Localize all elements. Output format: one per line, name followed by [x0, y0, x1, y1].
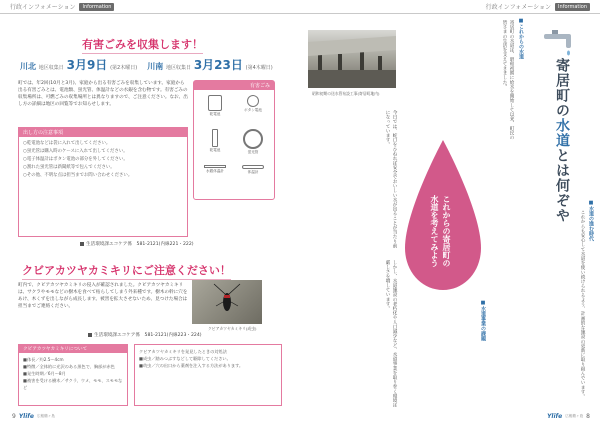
right-page — [300, 0, 600, 424]
header-tag: Information — [79, 3, 114, 11]
beetle-icon — [192, 280, 262, 324]
battery-icon — [212, 129, 218, 147]
collection-dates — [20, 56, 273, 73]
water-tap-icon — [540, 28, 590, 58]
beetle-info-title: クビアカツヤカミキリについて — [19, 345, 127, 353]
column-text: これからも安心して水道を使い続けられるよう、計画的な施設の更新に取り組んでいます。 — [580, 210, 585, 399]
page-header — [0, 0, 300, 14]
brand-logo: Ylife — [547, 413, 563, 420]
illus-item — [198, 129, 232, 153]
page-footer — [12, 413, 55, 420]
drop-line: 水道を考えてみよう — [430, 195, 439, 267]
header-label: 行政インフォメーション — [10, 4, 76, 11]
section-head: ■水道事業の課題 — [480, 300, 486, 341]
illus-item — [236, 165, 270, 175]
notes-line: ○乾電池などは袋に入れて出してください。 — [23, 141, 111, 146]
title-part-highlight: 水道 — [554, 118, 570, 148]
illus-label: ボタン電池 — [244, 108, 262, 112]
date-item-kawakita — [20, 56, 137, 73]
action-line: クビアカツヤカミキリを発見したときの対処法 — [139, 349, 227, 354]
article-title-hazardous-waste — [82, 36, 203, 52]
area-name: 川南 — [147, 62, 164, 71]
contact-text: 生活環境課エコケア係 581-2121(内線223・224) — [94, 333, 202, 338]
page-number: 9 — [12, 413, 16, 420]
collection-date: 3月9日 — [66, 58, 108, 72]
page-header — [300, 0, 600, 14]
thermometer-icon — [242, 165, 264, 169]
section-head: ■水道の進む時代 — [588, 200, 594, 241]
brand-sub: 広報鶴ヶ島 — [36, 414, 55, 418]
collection-date: 3月23日 — [193, 58, 243, 72]
thermometer-icon — [204, 165, 226, 168]
illustration-title: 有害ごみ — [194, 81, 274, 90]
notes-box-lines — [19, 137, 187, 183]
illus-item — [198, 95, 232, 117]
date-item-kawaminami — [147, 56, 273, 73]
beetle-info-box — [18, 344, 128, 406]
hazardous-waste-illustration — [193, 80, 275, 200]
beetle-action-box — [134, 344, 282, 406]
info-line: ■体長／約2.5～4cm — [23, 357, 64, 362]
article-body: 町内で、クビアカツヤカミキリの侵入が確認されました。クビアカツヤカミキリは、サクラやモモなどの樹木を食べて枯らしてしまう外来種です。樹木の幹に穴をあけ、木くずを出しながら成長します。被害を拡大させないため、見つけた場合は担当までご連絡ください。 — [18, 283, 188, 309]
illus-label: 乾電池 — [209, 148, 221, 152]
notes-line: ○電子体温計はボタン電池の部分を外してください。 — [23, 157, 128, 162]
date-note: (第2木曜日) — [110, 65, 138, 71]
illus-label: 水銀体温計 — [206, 169, 224, 173]
notes-box-title: 出し方の注意事項 — [19, 128, 187, 137]
action-line: ■幼虫／穴の出口から薬剤を注入する方法があります。 — [139, 363, 244, 368]
brand-sub: 広報鶴ヶ島 — [565, 414, 584, 418]
illus-label: 蛍光管 — [247, 150, 259, 154]
contact-text: 生活環境課エコケア係 581-2121(内線221・222) — [86, 242, 194, 247]
section-head: ■これからの水道 — [518, 18, 524, 59]
header-tag: Information — [555, 3, 590, 11]
beetle-info-lines — [19, 353, 127, 394]
brand-logo: Ylife — [18, 413, 34, 420]
illus-item — [236, 95, 270, 113]
column-text: しかし、水道施設の老朽化や人口減少など、水道事業を取り巻く環境は厳しさを増しています。 — [385, 260, 397, 408]
info-line: ■被害を受ける樹木／サクラ、ウメ、モモ、スモモなど — [23, 378, 123, 390]
illus-item — [236, 129, 270, 155]
date-note: (第4木曜日) — [245, 65, 273, 71]
illus-label: 体温計 — [247, 170, 259, 174]
illus-item — [198, 165, 232, 174]
header-label: 行政インフォメーション — [485, 4, 552, 11]
title-underline — [82, 53, 203, 54]
action-line: ■成虫／踏みつぶすなどして駆除してください。 — [139, 356, 231, 361]
drop-line: これからの寄居町の — [442, 195, 451, 267]
drop-caption — [428, 195, 452, 267]
title-text: 有害ごみを収集します！ — [82, 38, 203, 51]
notes-box — [18, 127, 188, 237]
main-title — [552, 58, 572, 223]
contact-line — [80, 241, 194, 247]
square-icon — [80, 242, 84, 246]
area-note: 地区収集日 — [166, 65, 192, 71]
page-number: 8 — [586, 413, 590, 420]
historic-photo — [308, 30, 396, 88]
title-part: とは何ぞや — [554, 148, 570, 223]
battery-icon — [208, 95, 222, 111]
notes-line: ○その他、不明な点は担当までお問い合わせください。 — [23, 173, 133, 178]
article-title-beetle — [22, 262, 231, 278]
area-name: 川北 — [20, 62, 36, 71]
area-note: 地区収集日 — [38, 65, 64, 71]
page-footer — [547, 413, 590, 420]
photo-caption: 昭和初期の送水管布設工事(寄居町地内) — [312, 91, 380, 96]
article-body: 町では、年2回(10月と3月)、家庭から出る有害ごみを収集しています。家庭から出る有害ごみとは、電池類、蛍光管、体温計などの水銀を含む物です。有害ごみの収集場所は、可燃ごみの収集場所とは異なりますので、ご注意ください。なお、出し方の詳細は地区の回覧等でお知らせします。 — [18, 81, 188, 107]
title-text: クビアカツヤカミキリにご注意ください！ — [22, 264, 231, 277]
fluorescent-tube-icon — [243, 129, 263, 149]
column-text: 今日では、蛇口をひねれば安全でおいしい水が出ることが当たり前になっています。 — [385, 110, 397, 248]
beetle-action-lines — [135, 345, 281, 372]
info-line: ■発生時期／6月～8月 — [23, 371, 66, 376]
contact-line — [88, 332, 202, 338]
illus-label: 乾電池 — [209, 112, 221, 116]
info-line: ■特徴／全体的に光沢のある黒色で、胸部が赤色 — [23, 364, 115, 369]
column-text: 寄居町の水道は、昭和初期に給水を開始して以来、町民の皆さまの生活を支えてきました。 — [502, 20, 514, 140]
beetle-photo — [192, 280, 262, 324]
title-part: 寄居町の — [554, 58, 570, 118]
button-battery-icon — [247, 95, 259, 107]
square-icon — [88, 333, 92, 337]
notes-line: ○割れた蛍光管は新聞紙等で包んでください。 — [23, 165, 115, 170]
photo-caption: クビアカツヤカミキリ(成虫) — [208, 326, 257, 331]
construction-scene-icon — [308, 30, 396, 88]
notes-line: ○蛍光管は購入時のケースに入れて出してください。 — [23, 149, 128, 154]
